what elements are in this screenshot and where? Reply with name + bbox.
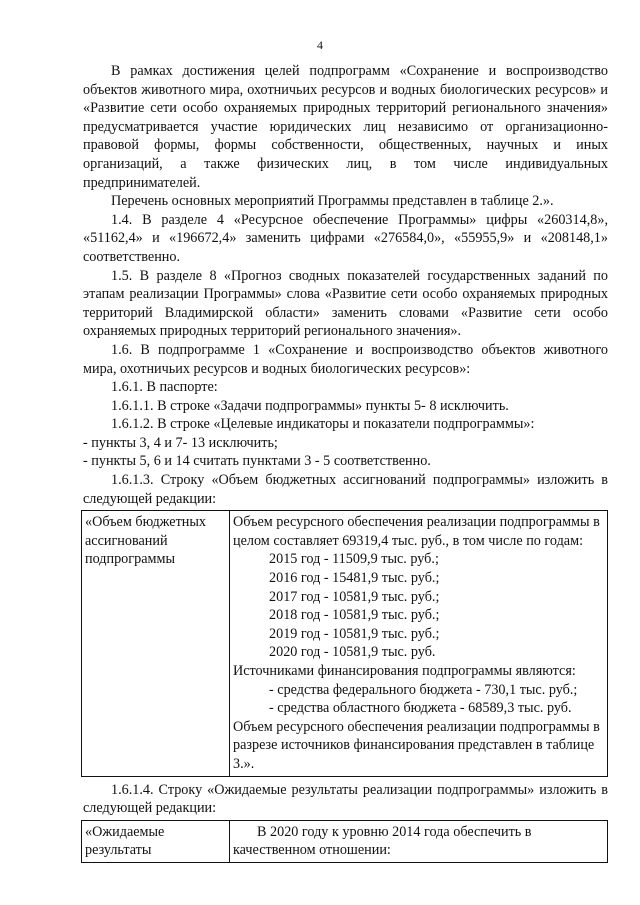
paragraph-1-6: 1.6. В подпрограмме 1 «Сохранение и воспроизводство объектов животного мира, охотничьих ресурсов и водных биологических ресурсов»:: [83, 341, 608, 377]
budget-intro: Объем ресурсного обеспечения реализации подпрограммы в целом составляет 69319,4 тыс. руб., в том числе по годам:: [233, 514, 600, 549]
list-item-exclude: - пункты 3, 4 и 7- 13 исключить;: [83, 434, 278, 451]
budget-year-2018: 2018 год - 10581,9 тыс. руб.;: [269, 607, 440, 624]
funding-sources-heading: Источниками финансирования подпрограммы являются:: [233, 663, 576, 679]
funding-source-federal: - средства федерального бюджета - 730,1 тыс. руб.;: [269, 681, 578, 698]
paragraph-1-6-1: 1.6.1. В паспорте:: [111, 379, 218, 396]
budget-year-2017: 2017 год - 10581,9 тыс. руб.;: [269, 588, 440, 605]
paragraph-1-4: 1.4. В разделе 4 «Ресурсное обеспечение Программы» цифры «260314,8», «51162,4» и «196672,4» заменить цифрами «276584,0», «55955,9» и «208148,1» соответственно.: [83, 211, 608, 265]
paragraph-1-6-1-1: 1.6.1.1. В строке «Задачи подпрограммы» пункты 5- 8 исключить.: [111, 397, 509, 414]
budget-table: [81, 510, 608, 776]
paragraph-1-6-1-4: 1.6.1.4. Строку «Ожидаемые результаты реализации подпрограммы» изложить в следующей редакции:: [83, 781, 608, 817]
paragraph-1-6-1-2: 1.6.1.2. В строке «Целевые индикаторы и показатели подпрограммы»:: [111, 416, 535, 433]
budget-closing: Объем ресурсного обеспечения реализации подпрограммы в разрезе источников финансирования представлен в таблице 3.».: [233, 718, 600, 772]
budget-year-2016: 2016 год - 15481,9 тыс. руб.;: [269, 570, 440, 587]
page-number: 4: [317, 38, 323, 52]
funding-source-regional: - средства областного бюджета - 68589,3 тыс. руб.: [269, 700, 572, 717]
paragraph-participation: В рамках достижения целей подпрограмм «Сохранение и воспроизводство объектов животного мира, охотничьих ресурсов и водных биологических ресурсов» и «Развитие сети особо охраняемых природных территорий регионального значения» предусматривается участие юридических лиц независимо от организационно-правовой формы, формы собственности, общественных, научных и иных организаций, а также физических лиц, в том числе индивидуальных предпринимателей.: [83, 63, 608, 191]
table-row: [82, 820, 608, 862]
expected-results-table: [81, 820, 608, 863]
document-body: [83, 62, 608, 863]
table-row: [82, 511, 608, 776]
budget-year-2019: 2019 год - 10581,9 тыс. руб.;: [269, 625, 440, 642]
paragraph-1-5: 1.5. В разделе 8 «Прогноз сводных показателей государственных заданий по этапам реализации Программы» слова «Развитие сети особо охраняемых природных территорий Владимирской области» заменить словами «Развитие сети особо охраняемых природных территорий регионального значения».: [83, 267, 608, 340]
paragraph-1-6-1-3: 1.6.1.3. Строку «Объем бюджетных ассигнований подпрограммы» изложить в следующей редакции:: [83, 472, 608, 507]
budget-table-content: [230, 511, 608, 776]
budget-year-2015: 2015 год - 11509,9 тыс. руб.;: [269, 551, 439, 568]
budget-year-2020: 2020 год - 10581,9 тыс. руб.: [269, 644, 436, 661]
paragraph-measures-list: Перечень основных мероприятий Программы представлен в таблице 2.».: [111, 193, 554, 210]
expected-results-text: В 2020 году к уровню 2014 года обеспечить в качественном отношении:: [233, 823, 532, 859]
expected-results-label: «Ожидаемые результаты: [82, 820, 230, 862]
expected-results-content: [230, 820, 608, 862]
budget-table-label: «Объем бюджетных ассигнований подпрограммы: [82, 511, 230, 776]
list-item-renumber: - пункты 5, 6 и 14 считать пунктами 3 - 5 соответственно.: [83, 453, 431, 470]
